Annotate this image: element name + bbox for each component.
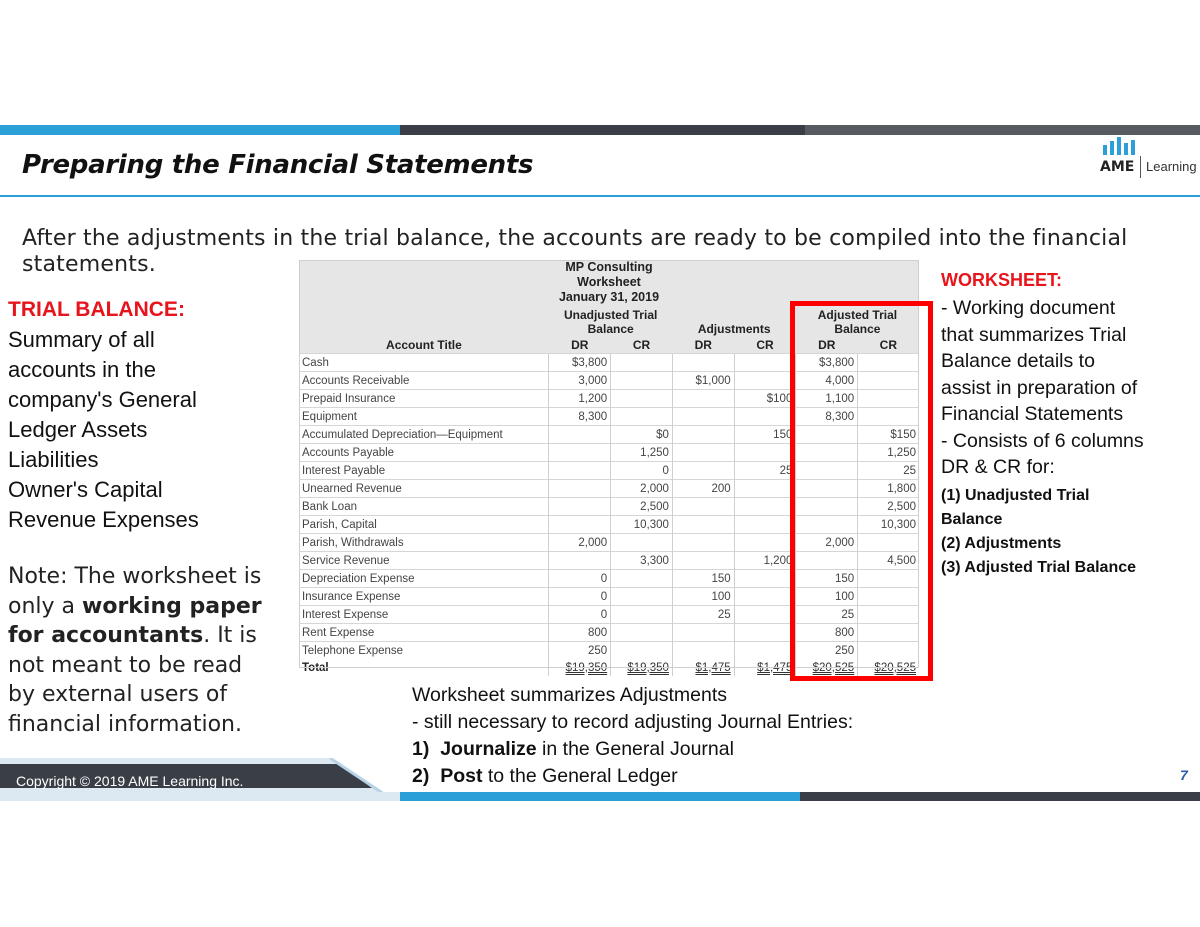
- amount-cell: 1,250: [611, 444, 673, 462]
- amount-cell: 250: [549, 642, 611, 660]
- trial-balance-heading: TRIAL BALANCE:: [8, 298, 185, 321]
- ame-learning-logo: [1098, 137, 1198, 182]
- amount-cell: 3,000: [549, 372, 611, 390]
- amount-cell: 200: [672, 480, 734, 498]
- worksheet-name: Worksheet: [577, 275, 641, 289]
- account-title-cell: Parish, Capital: [299, 516, 549, 534]
- summary-step: [412, 736, 853, 763]
- group-header-adjustments: Adjustments: [672, 308, 795, 336]
- account-title-cell: Insurance Expense: [299, 588, 549, 606]
- trial-balance-line: Summary of all: [8, 327, 155, 352]
- worksheet-date: January 31, 2019: [558, 290, 660, 304]
- amount-cell: 150: [796, 570, 858, 588]
- amount-cell: 25: [672, 606, 734, 624]
- account-title-cell: Accumulated Depreciation—Equipment: [299, 426, 549, 444]
- amount-cell: $0: [611, 426, 673, 444]
- title-divider: [0, 195, 1200, 197]
- amount-cell: 4,500: [858, 552, 919, 570]
- adjusted-trial-balance-highlight: [790, 301, 933, 681]
- page-number: 7: [1180, 767, 1188, 783]
- note-emphasis: working paper: [82, 593, 262, 619]
- amount-cell: 8,300: [796, 408, 858, 426]
- amount-cell: $100: [734, 390, 796, 408]
- amount-cell: 10,300: [611, 516, 673, 534]
- account-title-cell: Parish, Withdrawals: [299, 534, 549, 552]
- amount-cell: 2,000: [549, 534, 611, 552]
- step-keyword: Post: [440, 765, 483, 787]
- trial-balance-line: Revenue Expenses: [8, 507, 199, 532]
- trial-balance-line: Owner's Capital: [8, 477, 163, 502]
- account-title-cell: Telephone Expense: [299, 642, 549, 660]
- column-header: CR: [734, 336, 796, 354]
- total-cell: $19,350: [611, 659, 673, 676]
- slide-title: Preparing the Financial Statements: [22, 150, 534, 180]
- summary-line: - still necessary to record adjusting Journal Entries:: [412, 711, 854, 733]
- total-cell: $1,475: [672, 659, 734, 676]
- amount-cell: 1,250: [858, 444, 919, 462]
- step-keyword: Journalize: [440, 738, 537, 760]
- amount-cell: 1,100: [796, 390, 858, 408]
- adjustments-summary: [412, 682, 853, 790]
- account-title-cell: Interest Payable: [299, 462, 549, 480]
- step-number: 1): [412, 738, 430, 760]
- note-line: Note: The worksheet is: [8, 564, 262, 589]
- note-text: only a: [8, 593, 83, 619]
- amount-cell: 150: [734, 426, 796, 444]
- worksheet-list-item: (1) Unadjusted Trial: [941, 487, 1090, 504]
- account-title-cell: Unearned Revenue: [299, 480, 549, 498]
- column-header: DR: [672, 336, 734, 354]
- amount-cell: $150: [858, 426, 919, 444]
- column-header: Account Title: [299, 336, 549, 354]
- bottom-accent-bar: [0, 792, 1200, 801]
- worksheet-desc-line: - Working document: [941, 297, 1116, 319]
- amount-cell: 100: [796, 588, 858, 606]
- worksheet-company: MP Consulting: [565, 260, 653, 274]
- account-title-cell: Rent Expense: [299, 624, 549, 642]
- total-cell: $19,350: [549, 659, 611, 676]
- logo-bars-icon: [1103, 137, 1143, 155]
- group-header-unadjusted: Unadjusted Trial Balance: [549, 308, 673, 336]
- amount-cell: 1,800: [858, 480, 919, 498]
- account-title-cell: Cash: [299, 354, 549, 372]
- worksheet-list-item: (2) Adjustments: [941, 535, 1062, 552]
- account-title-cell: Interest Expense: [299, 606, 549, 624]
- trial-balance-definition: [8, 325, 298, 535]
- amount-cell: 800: [549, 624, 611, 642]
- worksheet-heading: WORKSHEET:: [941, 270, 1062, 290]
- account-title-cell: Depreciation Expense: [299, 570, 549, 588]
- account-title-cell: Service Revenue: [299, 552, 549, 570]
- worksheet-definition: [941, 295, 1196, 481]
- worksheet-desc-line: that summarizes Trial: [941, 323, 1127, 346]
- amount-cell: 250: [796, 642, 858, 660]
- note-line: [8, 592, 298, 622]
- column-header: CR: [611, 336, 673, 354]
- column-header: CR: [858, 336, 919, 354]
- worksheet-desc-line: Financial Statements: [941, 403, 1124, 425]
- logo-main-text: AME: [1100, 159, 1135, 175]
- note-line: not meant to be read: [8, 652, 243, 678]
- summary-step: [412, 763, 853, 790]
- amount-cell: 25: [796, 606, 858, 624]
- amount-cell: 0: [549, 588, 611, 606]
- worksheet-desc-line: DR & CR for:: [941, 456, 1055, 478]
- account-title-cell: Accounts Payable: [299, 444, 549, 462]
- amount-cell: $1,000: [672, 372, 734, 390]
- amount-cell: 4,000: [796, 372, 858, 390]
- amount-cell: 0: [549, 606, 611, 624]
- worksheet-desc-line: - Consists of 6 columns: [941, 429, 1144, 452]
- logo-divider: [1140, 156, 1141, 178]
- worksheet-list-item: (3) Adjusted Trial Balance: [941, 559, 1137, 576]
- amount-cell: 2,500: [858, 498, 919, 516]
- copyright-text: Copyright © 2019 AME Learning Inc.: [16, 773, 244, 789]
- amount-cell: 1,200: [549, 390, 611, 408]
- intro-text: After the adjustments in the trial balance, the accounts are ready to be compiled into the financial statements.: [22, 226, 1128, 277]
- amount-cell: $3,800: [796, 354, 858, 372]
- amount-cell: 25: [734, 462, 796, 480]
- worksheet-list-item: Balance: [941, 511, 1003, 528]
- amount-cell: 100: [672, 588, 734, 606]
- total-label: Total: [302, 661, 329, 674]
- worksheet-desc-line: assist in preparation of: [941, 376, 1138, 399]
- amount-cell: 2,500: [611, 498, 673, 516]
- amount-cell: 3,300: [611, 552, 673, 570]
- amount-cell: $3,800: [549, 354, 611, 372]
- note-emphasis: for accountants: [8, 623, 204, 648]
- top-accent-bar: [0, 125, 1200, 135]
- account-title-cell: Equipment: [299, 408, 549, 426]
- amount-cell: 8,300: [549, 408, 611, 426]
- total-cell: $1,475: [734, 659, 796, 676]
- amount-cell: 10,300: [858, 516, 919, 534]
- note-line: by external users of: [8, 682, 228, 707]
- amount-cell: 800: [796, 624, 858, 642]
- step-number: 2): [412, 765, 430, 787]
- note-line: [8, 621, 298, 651]
- total-cell: $20,525: [858, 659, 919, 676]
- step-text: in the General Journal: [536, 738, 734, 760]
- amount-cell: 0: [549, 570, 611, 588]
- account-title-cell: Prepaid Insurance: [299, 390, 549, 408]
- worksheet-desc-line: Balance details to: [941, 350, 1095, 372]
- logo-sub-text: Learning: [1146, 159, 1197, 174]
- account-title-cell: Accounts Receivable: [299, 372, 549, 390]
- step-text: to the General Ledger: [482, 765, 678, 787]
- column-header: DR: [796, 336, 858, 354]
- trial-balance-line: Ledger Assets: [8, 417, 148, 442]
- trial-balance-line: company's General: [8, 387, 197, 412]
- amount-cell: 2,000: [611, 480, 673, 498]
- amount-cell: 1,200: [734, 552, 796, 570]
- amount-cell: 2,000: [796, 534, 858, 552]
- column-header: DR: [549, 336, 611, 354]
- amount-cell: 0: [611, 462, 673, 480]
- worksheet-column-list: [941, 484, 1196, 580]
- amount-cell: 150: [672, 570, 734, 588]
- worksheet-note: [8, 562, 298, 739]
- account-title-cell: Bank Loan: [299, 498, 549, 516]
- trial-balance-line: Liabilities: [8, 447, 99, 472]
- trial-balance-line: accounts in the: [8, 357, 156, 382]
- amount-cell: 25: [858, 462, 919, 480]
- note-line: financial information.: [8, 711, 242, 737]
- note-text: . It is: [203, 623, 257, 648]
- group-header-adjusted: Adjusted Trial Balance: [796, 308, 919, 336]
- total-cell: $20,525: [796, 659, 858, 676]
- summary-line: Worksheet summarizes Adjustments: [412, 684, 727, 706]
